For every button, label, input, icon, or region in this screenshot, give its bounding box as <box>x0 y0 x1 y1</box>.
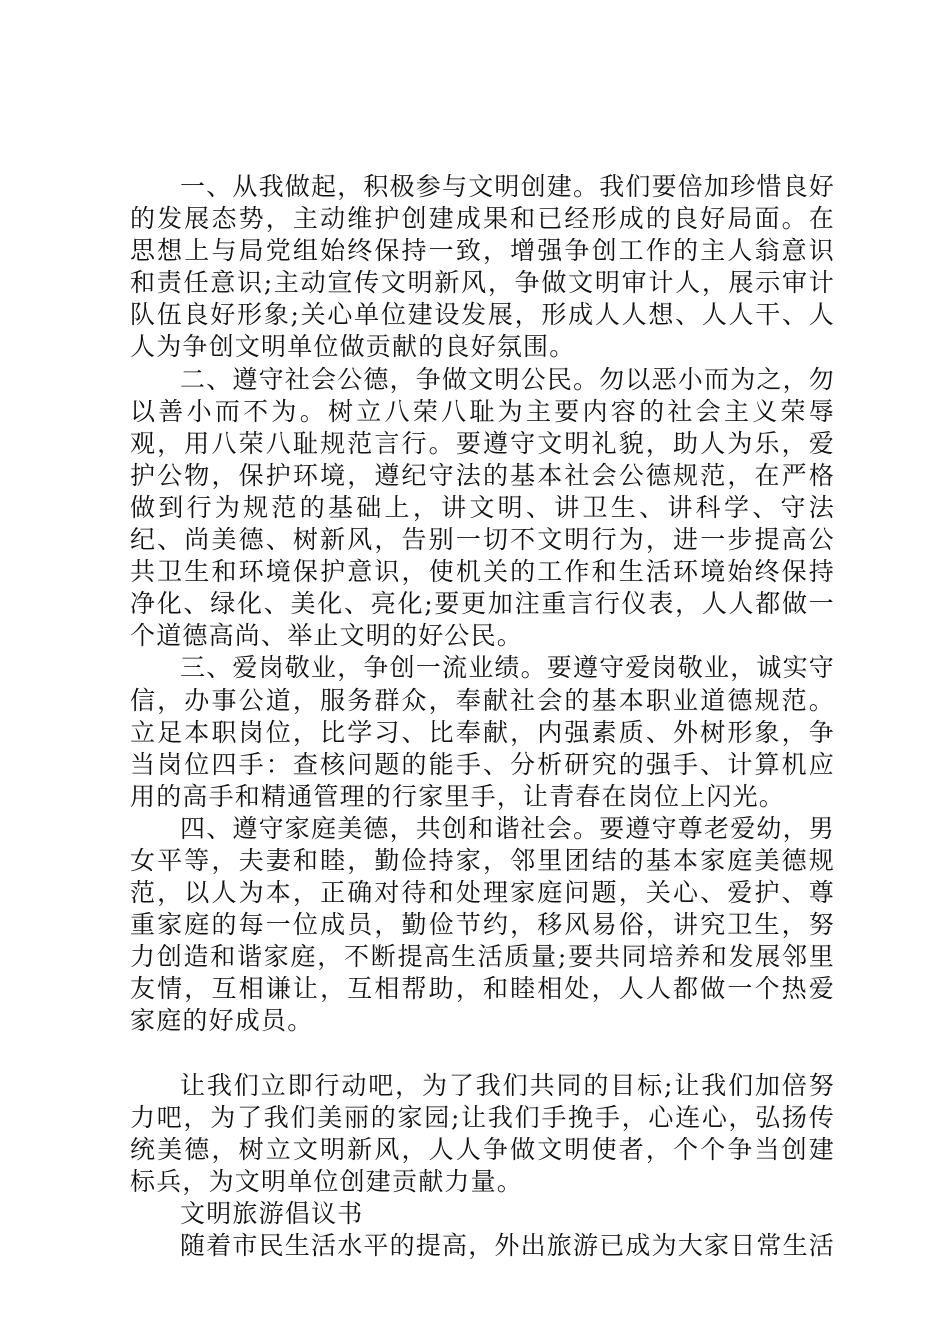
paragraph-spacer <box>130 1038 835 1070</box>
paragraph-three: 三、爱岗敬业，争创一流业绩。要遵守爱岗敬业，诚实守信，办事公道，服务群众，奉献社会的基本职业道德规范。立足本职岗位，比学习、比奉献，内强素质、外树形象，争当岗位四手：查核问题的能手、分析研究的强手、计算机应用的高手和精通管理的行家里手，让青春在岗位上闪光。 <box>130 653 836 811</box>
paragraph-two: 二、遵守社会公德，争做文明公民。勿以恶小而为之，勿以善小而不为。树立八荣八耻为主要内容的社会主义荣辱观，用八荣八耻规范言行。要遵守文明礼貌，助人为乐，爱护公物，保护环境，遵纪守法的基本社会公德规范，在严格做到行为规范的基础上，讲文明、讲卫生、讲科学、守法纪、尚美德、树新风，告别一切不文明行为，进一步提高公共卫生和环境保护意识，使机关的工作和生活环境始终保持净化、绿化、美化、亮化;要更加注重言行仪表，人人都做一个道德高尚、举止文明的好公民。 <box>130 364 836 651</box>
paragraph-four: 四、遵守家庭美德，共创和谐社会。要遵守尊老爱幼，男女平等，夫妻和睦，勤俭持家，邻里团结的基本家庭美德规范，以人为本，正确对待和处理家庭问题，关心、爱护、尊重家庭的每一位成员，勤俭节约，移风易俗，讲究卫生，努力创造和谐家庭，不断提高生活质量;要共同培养和发展邻里友情，互相谦让，互相帮助，和睦相处，人人都做一个热爱家庭的好成员。 <box>130 813 836 1036</box>
closing-paragraph: 让我们立即行动吧，为了我们共同的目标;让我们加倍努力吧，为了我们美丽的家园;让我们手挽手，心连心，弘扬传统美德，树立文明新风，人人争做文明使者，个个争当创建标兵，为文明单位创建贡献力量。 <box>130 1070 835 1196</box>
next-document-opening: 随着市民生活水平的提高，外出旅游已成为大家日常生活 <box>180 1231 836 1260</box>
next-document-title: 文明旅游倡议书 <box>180 1198 364 1228</box>
document-body <box>130 171 835 1262</box>
paragraph-one: 一、从我做起，积极参与文明创建。我们要倍加珍惜良好的发展态势，主动维护创建成果和已经形成的良好局面。在思想上与局党组始终保持一致，增强争创工作的主人翁意识和责任意识;主动宣传文明新风，争做文明审计人，展示审计队伍良好形象;关心单位建设发展，形成人人想、人人干、人人为争创文明单位做贡献的良好氛围。 <box>130 172 836 362</box>
